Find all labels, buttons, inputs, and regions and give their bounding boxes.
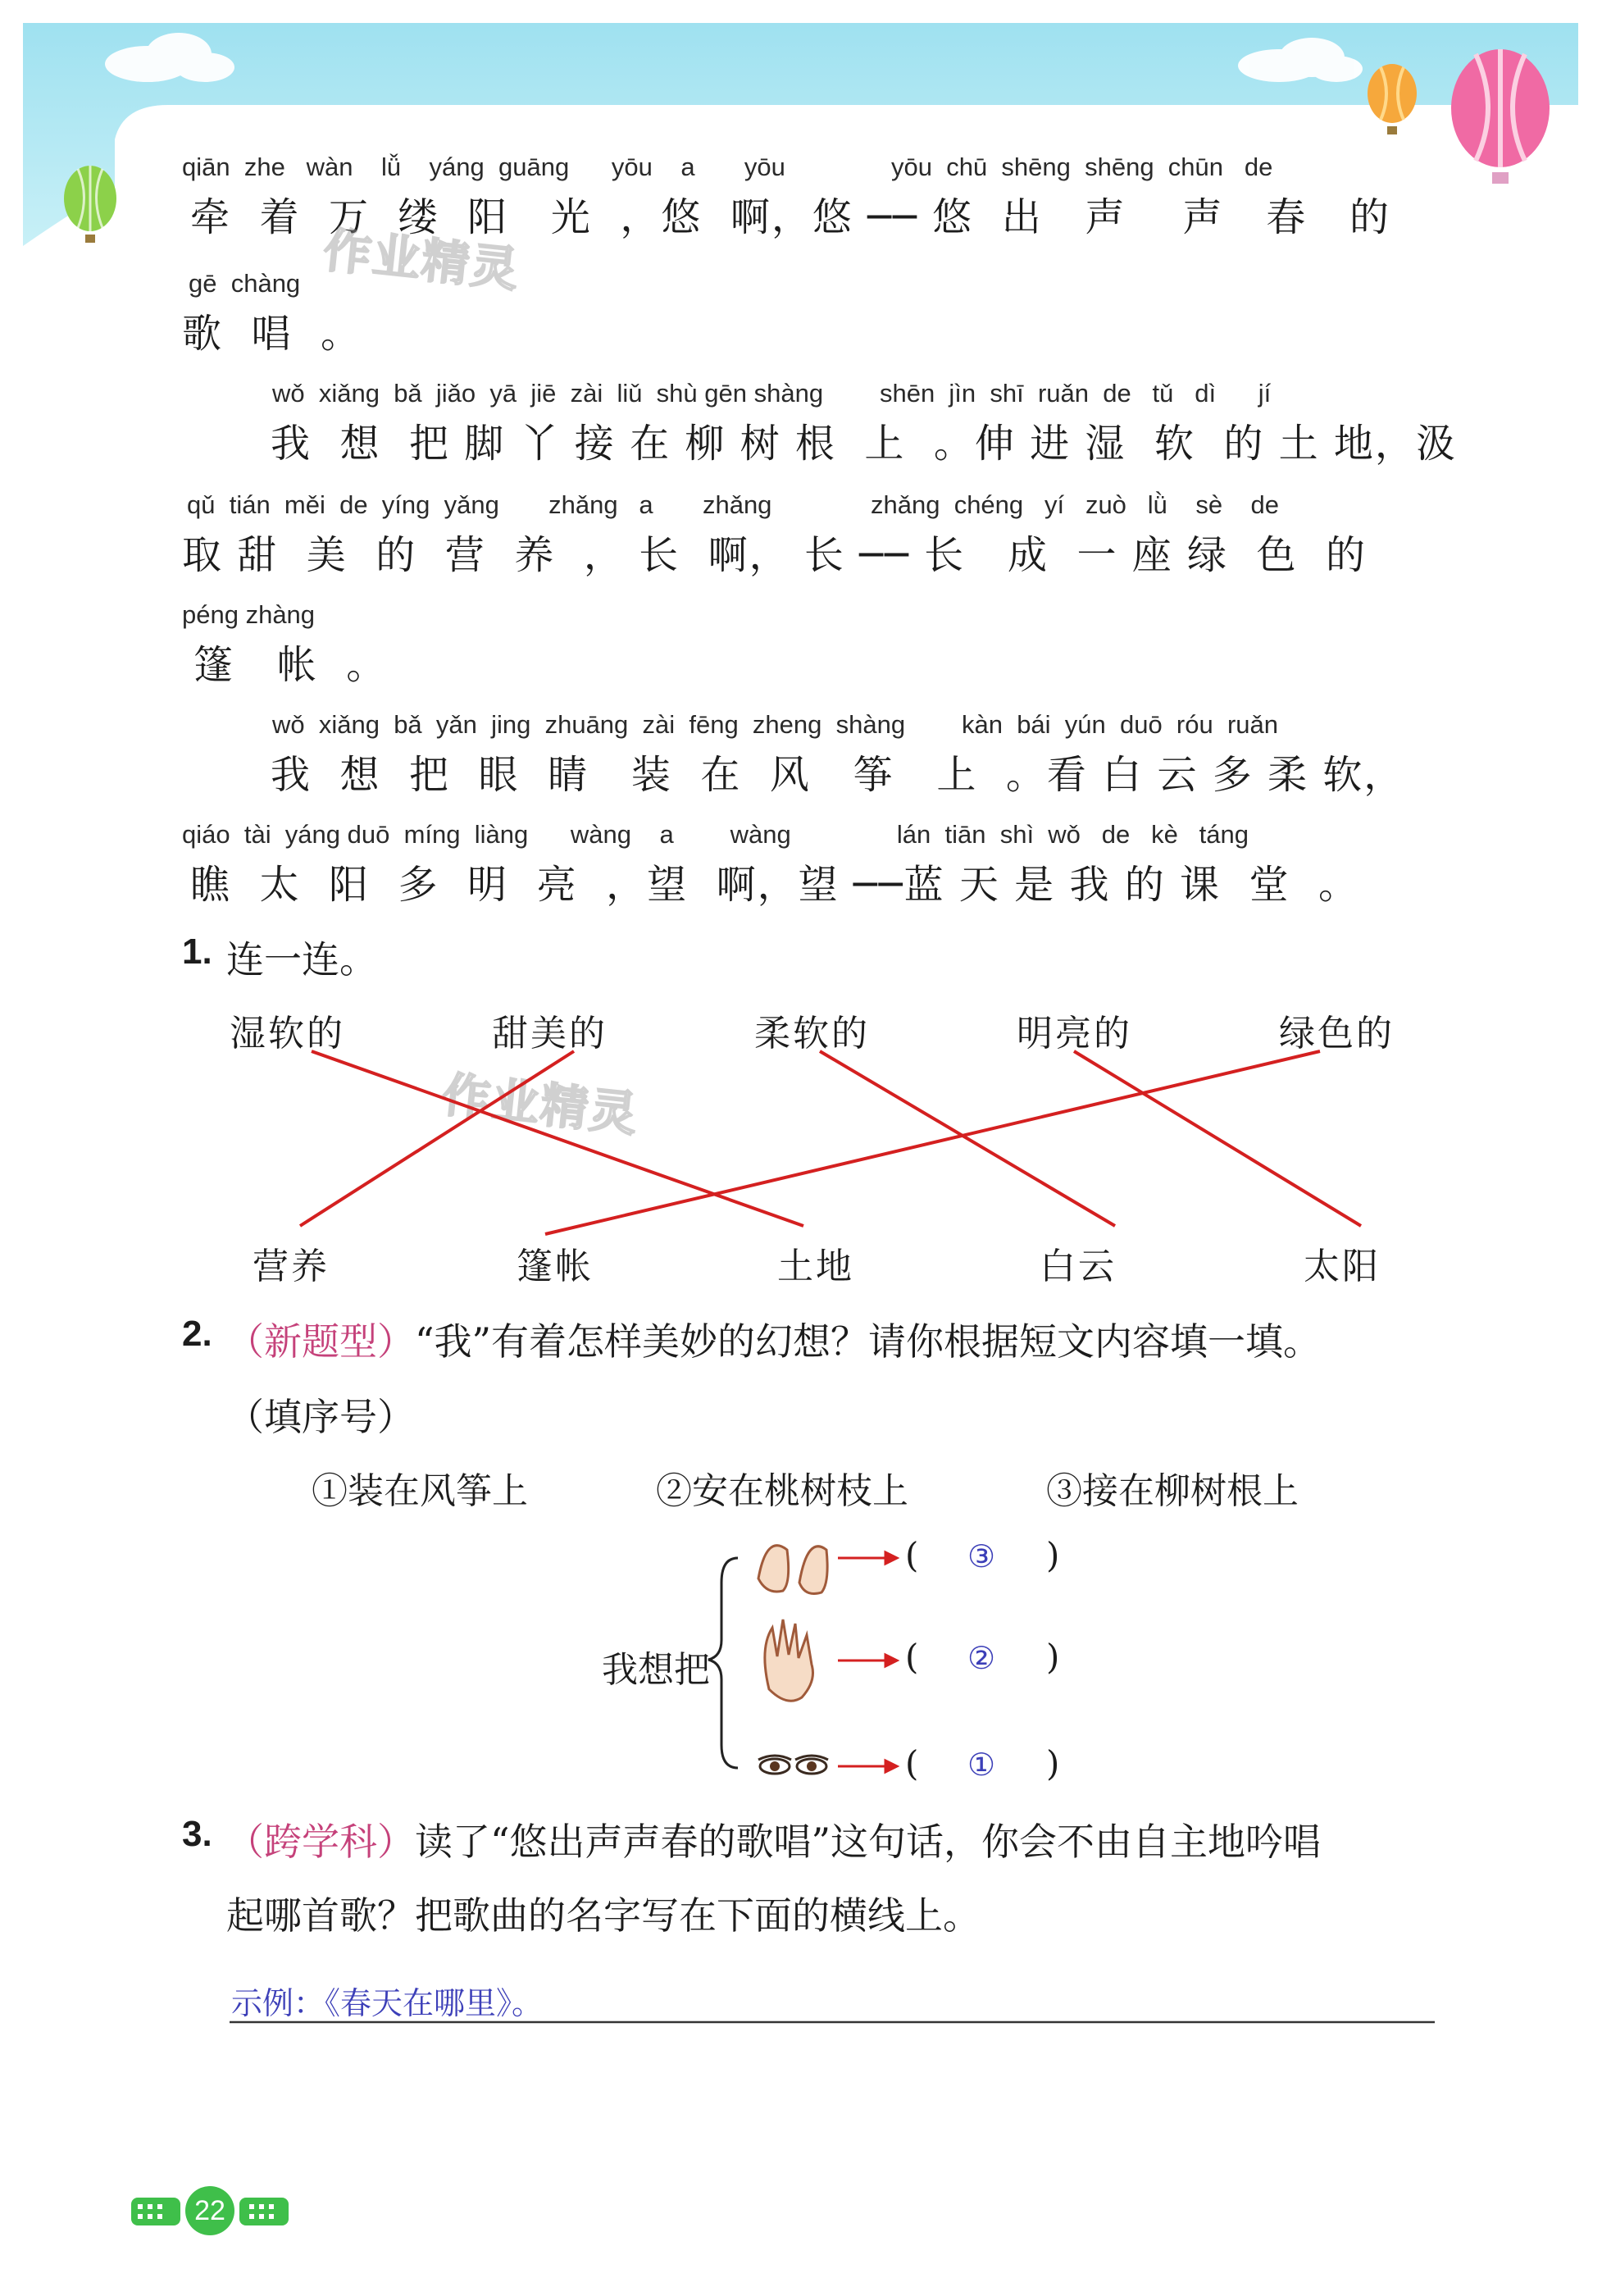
match-top-word-2[interactable]: 甜美的: [492, 1013, 608, 1055]
match-top-word-4[interactable]: 明亮的: [1017, 1013, 1132, 1055]
pinyin-line-2: gē chàng: [189, 269, 301, 298]
text-line-5: 篷 帐 。: [193, 642, 388, 688]
match-bottom-word-3[interactable]: 土地: [777, 1246, 854, 1287]
match-bottom-word-5[interactable]: 太阳: [1304, 1246, 1381, 1287]
answer-3[interactable]: ①: [967, 1747, 996, 1783]
option-3: ③接在柳树根上: [1046, 1470, 1299, 1512]
paren-open-1: (: [905, 1535, 919, 1575]
option-1: ①装在风筝上: [312, 1470, 528, 1512]
match-top-word-5[interactable]: 绿色的: [1279, 1013, 1395, 1055]
answer-line-text[interactable]: 示例：《春天在哪里》。: [231, 1985, 544, 2021]
text-line-7: 瞧 太 阳 多 明 亮 ，望 啊，望 ──蓝 天 是 我 的 课 堂 。: [190, 862, 1359, 908]
page-number: 22: [185, 2186, 234, 2235]
watermark: 作业精灵: [439, 1066, 642, 1143]
body-part-lead: 我想把: [602, 1649, 710, 1691]
text-line-4: 取 甜 美 的 营 养 ， 长 啊， 长 ── 长 成 一 座 绿 色 的: [182, 532, 1368, 578]
question-2-tag: （新题型）: [226, 1319, 415, 1364]
match-top-word-1[interactable]: 湿软的: [230, 1013, 345, 1055]
watermark: 作业精灵: [321, 221, 523, 298]
pinyin-line-4: qǔ tián měi de yíng yǎng zhǎng a zhǎng zhǎng chéng yí zuò lǜ sè de: [187, 490, 1280, 519]
paren-close-1: ): [1046, 1535, 1060, 1575]
paren-close-3: ): [1046, 1743, 1060, 1784]
question-1-title: 连一连。: [226, 937, 377, 982]
pinyin-line-1: qiān zhe wàn lǚ yáng guāng yōu a yōu yōu chū shēng shēng chūn de: [182, 153, 1273, 181]
question-3-text-line-2: 起哪首歌？把歌曲的名字写在下面的横线上。: [226, 1893, 981, 1938]
pinyin-line-7: qiáo tài yáng duō míng liàng wàng a wàng lán tiān shì wǒ de kè táng: [182, 820, 1249, 849]
text-line-2: 歌 唱 。: [182, 311, 362, 357]
match-bottom-word-1[interactable]: 营养: [253, 1246, 330, 1287]
paren-close-2: ): [1046, 1637, 1060, 1677]
pinyin-line-5: péng zhàng: [182, 600, 316, 629]
text-line-3: 我 想 把 脚 丫 接 在 柳 树 根 上 。伸 进 湿 软 的 土 地，汲: [271, 421, 1457, 467]
question-2-number: 2.: [182, 1314, 212, 1354]
question-2-note: （填序号）: [226, 1395, 415, 1439]
question-2-prompt: “我”有着怎样美妙的幻想？请你根据短文内容填一填。: [415, 1319, 1322, 1364]
question-1-number: 1.: [182, 932, 212, 972]
pinyin-line-6: wǒ xiǎng bǎ yǎn jing zhuāng zài fēng zheng shàng kàn bái yún duō róu ruǎn: [272, 710, 1279, 739]
answer-1[interactable]: ③: [967, 1538, 996, 1574]
answer-2[interactable]: ②: [967, 1640, 996, 1676]
question-3-number: 3.: [182, 1814, 212, 1854]
match-bottom-word-4[interactable]: 白云: [1040, 1246, 1117, 1287]
pinyin-line-3: wǒ xiǎng bǎ jiǎo yā jiē zài liǔ shù gēn shàng shēn jìn shī ruǎn de tǔ dì jí: [272, 379, 1272, 408]
option-2: ②安在桃树枝上: [656, 1470, 908, 1512]
text-line-1: 牵 着 万 缕 阳 光 ，悠 啊，悠 ── 悠 出 声 声 春 的: [190, 194, 1391, 240]
paren-open-2: (: [905, 1637, 919, 1677]
text-line-6: 我 想 把 眼 睛 装 在 风 筝 上 。看 白 云 多 柔 软，: [271, 752, 1405, 798]
match-top-word-3[interactable]: 柔软的: [754, 1013, 870, 1055]
question-3-tag: （跨学科）: [226, 1820, 415, 1864]
question-3-prompt: 读了“悠出声声春的歌唱”这句话，你会不由自主地吟唱: [415, 1820, 1322, 1864]
match-bottom-word-2[interactable]: 篷帐: [517, 1246, 594, 1287]
paren-open-3: (: [905, 1743, 919, 1784]
